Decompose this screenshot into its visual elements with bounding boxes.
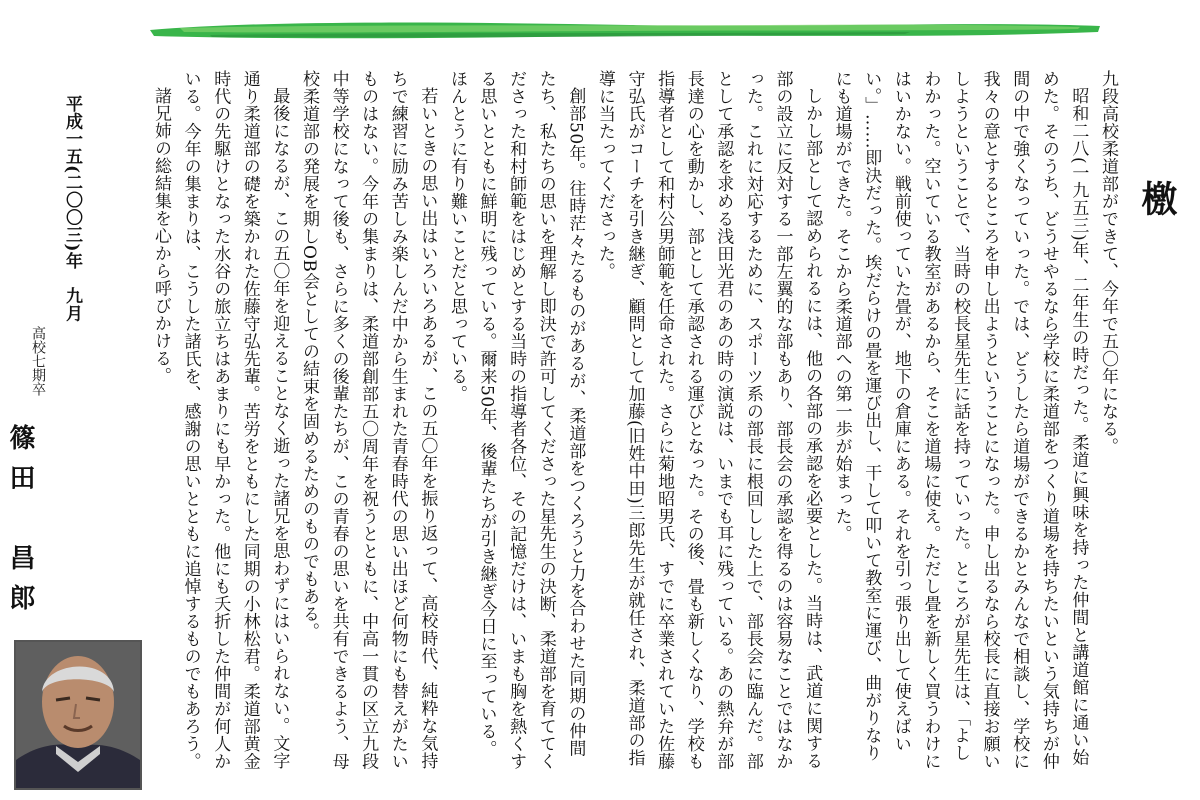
paragraph-4: 創部50年。往時茫々たるものがあるが、柔道部をつくろうと力を合わせた同期の仲間たち、私たちの思いを理解し即決で許可してくださった星先生の決断、柔道部を育ててくださった和村師範をはじめとする当時の指導者各位、その記憶だけは、いまも胸を熱くする思いとともに鮮明に残っている。爾来50年、後輩たちが引き継ぎ今日に至っている。ほんとうに有り難いことだと思っている。 bbox=[446, 70, 586, 770]
paragraph-1: 九段高校柔道部ができて、今年で五〇年になる。 bbox=[1098, 70, 1118, 455]
green-brush-stroke bbox=[150, 16, 1100, 42]
paragraph-6: 最後になるが、この五〇年を迎えることなく逝った諸兄を思わずにはいられない。文字通り柔道部の礎を築かれた佐藤守弘先輩。苦労をともにした同期の小林松君。柔道部黄金時代の先駆けとなった水谷の旅立ちはあまりにも早かった。他にも夭折した仲間が何人かいる。今年の集まりは、こうした諸氏を、感謝の思いとともに追悼するものでもあろう。 bbox=[180, 70, 290, 770]
author-name: 篠田 昌郎 bbox=[5, 424, 35, 624]
author-photo bbox=[14, 640, 142, 790]
paragraph-7: 諸兄姉の総結集を心から呼びかける。 bbox=[151, 87, 171, 385]
paragraph-2: 昭和二八(一九五三)年、二年生の時だった。柔道に興味を持った仲間と講道館に通い始めた。そのうち、どうせやるなら学校に柔道部をつくり道場を持ちたいという気持ちが仲間の中で強くなっていった。では、どうしたら道場ができるかとみんなで相談し、学校に我々の意とするところを申し出ようということになった。申し出るなら校長に直接お願いしようということで、当時の校長星先生に話を持っていった。ところが星先生は、「よしわかった。空いている教室があるから、そこを道場に使え。ただし畳を新しく買うわけにはいかない。戦前使っていた畳が、地下の倉庫にある。それを引っ張り出して使えばいい。」……即決だった。埃だらけの畳を運び出し、干して叩いて教室に運び、曲がりなりにも道場ができた。そこから柔道部への第一歩が始まった。 bbox=[831, 70, 1089, 770]
article-body bbox=[112, 70, 1122, 770]
portrait-image bbox=[16, 642, 140, 788]
page-title: 檄 bbox=[1136, 180, 1177, 216]
paragraph-5: 若いときの思い出はいろいろあるが、この五〇年を振り返って、高校時代、純粋な気持ちで練習に励み苦しみ楽しんだ中から生まれた青春時代の思い出ほど何物にも替えがたいものはない。今年の集まりは、柔道部創部五〇周年を祝うとともに、中高一貫の区立九段中等学校になって後も、さらに多くの後輩たちが、この青春の思いを共有できるよう、母校柔道部の発展を期しOB会としての結束を固めるためのものでもある。 bbox=[298, 70, 438, 770]
date: 平成一五(二〇〇三)年 九月 bbox=[62, 95, 82, 323]
paragraph-3: しかし部として認められるには、他の各部の承認を必要とした。当時は、武道に関する部の設立に反対する一部左翼的な部もあり、部長会の承認を得るのは容易なことではなかった。これに対応するために、スポーツ系の部長に根回しした上で、部長会に臨んだ。部として承認を求める浅田光君のあの時の演説は、いまでも耳に残っている。あの熱弁が部長達の心を動かし、部として承認される運びとなった。その後、畳も新しくなり、学校も指導者として和村公男師範を任命された。さらに菊地昭男氏、すでに卒業されていた佐藤守弘氏がコーチを引き継ぎ、顧問として加藤(旧姓中田)三郎先生が就任され、柔道部の指導に当たってくださった。 bbox=[594, 70, 823, 770]
author-class: 高校七期卒 bbox=[30, 326, 46, 396]
